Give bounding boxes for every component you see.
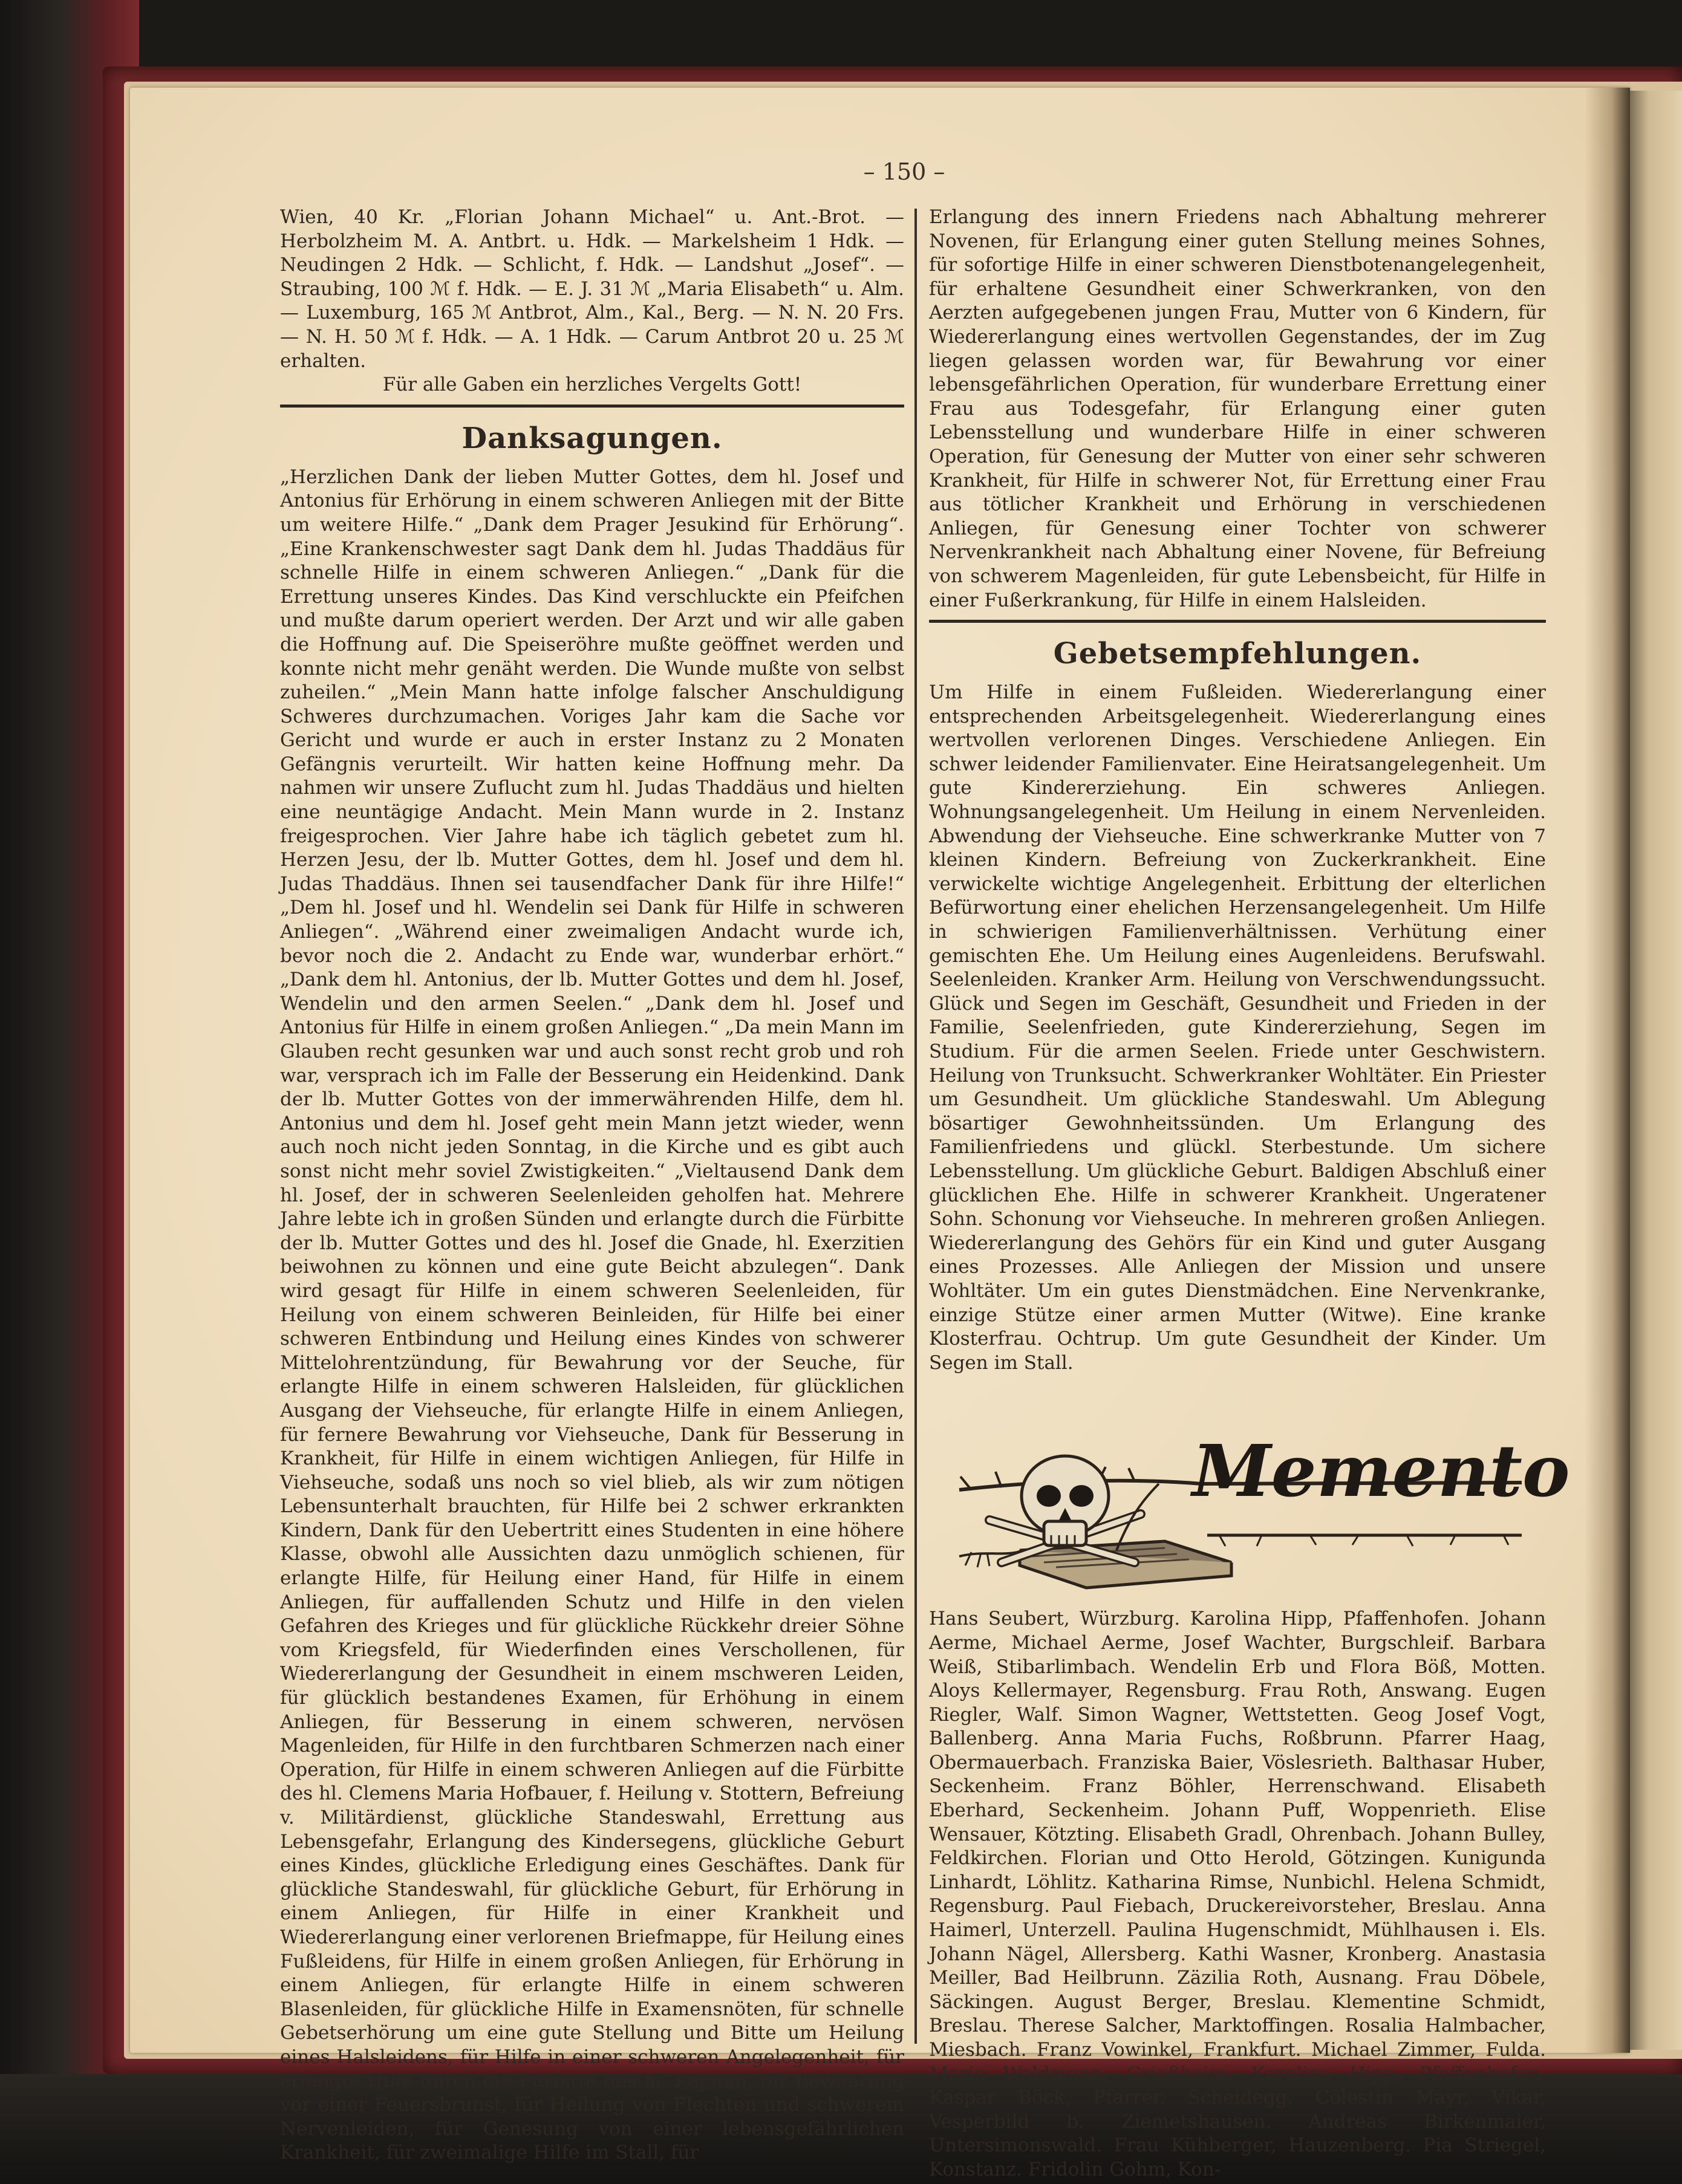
gebetsempfehlungen-text: Um Hilfe in einem Fußleiden. Wiedererlangung einer entsprechenden Arbeitsgelegenheit. Wiedererlangung eines wertvollen verlorenen Dinges. Verschiedene Anliegen. Ein schwer leidender Familienvater. Eine Heiratsangelegenheit. Um gute Kindererziehung. Ein schweres Anliegen. Wohnungsangelegenheit. Um Heilung in einem Nervenleiden. Abwendung der Viehseuche. Eine schwerkranke Mutter von 7 kleinen Kindern. Befreiung von Zuckerkrankheit. Eine verwickelte wichtige Angelegenheit. Erbittung der elterlichen Befürwortung einer ehelichen Herzensangelegenheit. Um Hilfe in schwierigen Familienverhältnissen. Verhütung einer gemischten Ehe. Um Heilung eines Augenleidens. Berufswahl. Seelenleiden. Kranker Arm. Heilung von Verschwendungssucht. Glück und Segen im Geschäft, Gesundheit und Frieden in der Familie, Seelenfrieden, gute Kindererziehung, Segen im Studium. Für die armen Seelen. Friede unter Geschwistern. Heilung von Trunksucht. Schwerkranker Wohltäter. Ein Priester um Gesundheit. Um glückliche Standeswahl. Um Ablegung bösartiger Gewohnheitssünden. Um Erlangung des Familienfriedens und glückl. Sterbestunde. Um sichere Lebensstellung. Um glückliche Geburt. Baldigen Abschluß einer glücklichen Ehe. Hilfe in schwerer Krankheit. Ungeratener Sohn. Schonung vor Viehseuche. In mehreren großen Anliegen. Wiedererlangung des Gehörs für ein Kind und guter Ausgang eines Prozesses. Alle Anliegen der Mission und unsere Wohltäter. Um ein gutes Dienstmädchen. Eine Nervenkranke, einzige Stütze einer armen Mutter (Witwe). Eine kranke Klosterfrau. Ochtrup. Um gute Gesundheit der Kinder. Um Segen im Stall. <box>929 681 1546 1374</box>
page-gutter-shadow <box>1585 88 1630 2053</box>
section-rule <box>929 620 1546 623</box>
column-divider <box>914 209 917 2044</box>
memento-names-text: Hans Seubert, Würzburg. Karolina Hipp, Pfaffenhofen. Johann Aerme, Michael Aerme, Josef Wachter, Burgschleif. Barbara Weiß, Stibarlimbach. Wendelin Erb und Flora Böß, Motten. Aloys Kellermayer, Regensburg. Frau Roth, Answang. Eugen Riegler, Walf. Simon Wagner, Wettstetten. Geog Josef Vogt, Ballenberg. Anna Maria Fuchs, Roßbrunn. Pfarrer Haag, Obermauerbach. Franziska Baier, Vöslesrieth. Balthasar Huber, Seckenheim. Franz Böhler, Herrenschwand. Elisabeth Eberhard, Seckenheim. Johann Puff, Woppenrieth. Elise Wensauer, Kötzting. Elisabeth Gradl, Ohrenbach. Johann Bulley, Feldkirchen. Florian und Otto Herold, Götzingen. Kunigunda Linhardt, Löhlitz. Katharina Rimse, Nunbichl. Helena Schmidt, Regensburg. Paul Fiebach, Druckereivorsteher, Breslau. Anna Haimerl, Unterzell. Paulina Hugenschmidt, Mühlhausen i. Els. Johann Nägel, Allersberg. Kathi Wasner, Kronberg. Anastasia Meiller, Bad Heilbrunn. Zäzilia Roth, Ausnang. Frau Döbele, Säckingen. August Berger, Breslau. Klementine Schmidt, Breslau. Therese Salcher, Marktoffingen. Rosalia Halmbacher, Miesbach. Franz Vowinkel, Frankfurt. Michael Zimmer, Fulda. Maria Waldmann, Grießheim. Karolina Hipp, Pfaffenhofen. Kaspar Böck, Pfarrer, Scheidegg. Cölestin Mayr, Vikar, Vesperbild b. Ziemetshausen. Andreas Birkenmaier, Untersimonswald. Frau Kühberger, Hauzenberg. Pia Striegel, Konstanz. Fridolin Gohm, Kon- <box>929 1608 1546 2180</box>
memento-title: Memento <box>1192 1429 1570 1513</box>
facing-page-edge <box>1630 91 1682 2050</box>
left-column <box>280 206 904 2165</box>
danksagungen-text: „Herzlichen Dank der lieben Mutter Gottes, dem hl. Josef und Antonius für Erhörung in einem schweren Anliegen mit der Bitte um weitere Hilfe.“ „Dank dem Prager Jesukind für Erhörung“. „Eine Krankenschwester sagt Dank dem hl. Judas Thaddäus für schnelle Hilfe in einem schweren Anliegen.“ „Dank für die Errettung unseres Kindes. Das Kind verschluckte ein Pfeifchen und mußte darum operiert werden. Der Arzt und wir alle gaben die Hoffnung auf. Die Speiseröhre mußte geöffnet werden und konnte nicht mehr genäht werden. Die Wunde mußte von selbst zuheilen.“ „Mein Mann hatte infolge falscher Anschuldigung Schweres durchzumachen. Voriges Jahr kam die Sache vor Gericht und wurde er auch in erster Instanz zu 2 Monaten Gefängnis verurteilt. Wir hatten keine Hoffnung mehr. Da nahmen wir unsere Zuflucht zum hl. Judas Thaddäus und hielten eine neuntägige Andacht. Mein Mann wurde in 2. Instanz freigesprochen. Vier Jahre habe ich täglich gebetet zum hl. Herzen Jesu, der lb. Mutter Gottes, dem hl. Josef und dem hl. Judas Thaddäus. Ihnen sei tausendfacher Dank für ihre Hilfe!“ „Dem hl. Josef und hl. Wendelin sei Dank für Hilfe in schweren Anliegen“. „Während einer zweimaligen Andacht wurde ich, bevor noch die 2. Andacht zu Ende war, wunderbar erhört.“ „Dank dem hl. Antonius, der lb. Mutter Gottes und dem hl. Josef, Wendelin und den armen Seelen.“ „Dank dem hl. Josef und Antonius für Hilfe in einem großen Anliegen.“ „Da mein Mann im Glauben recht gesunken war und auch sonst recht grob und roh war, versprach ich im Falle der Besserung ein Heidenkind. Dank der lb. Mutter Gottes von der immerwährenden Hilfe, dem hl. Antonius und dem hl. Josef geht mein Mann jetzt wieder, wenn auch noch nicht jeden Sonntag, in die Kirche und es gibt auch sonst nicht mehr soviel Zwistigkeiten.“ „Vieltausend Dank dem hl. Josef, der in schweren Seelenleiden geholfen hat. Mehrere Jahre lebte ich in großen Sünden und erlangte durch die Fürbitte der lb. Mutter Gottes und des hl. Josef die Gnade, hl. Exerzitien beiwohnen zu können und eine gute Beicht abzulegen“. Dank wird gesagt für Hilfe in einem schweren Seelenleiden, für Heilung von einem schweren Beinleiden, für Hilfe bei einer schweren Entbindung und Heilung eines Kindes von schwerer Mittelohrentzündung, für Bewahrung vor der Seuche, für erlangte Hilfe in einem schweren Halsleiden, für glücklichen Ausgang der Viehseuche, für erlangte Hilfe in einem Anliegen, für fernere Bewahrung vor Viehseuche, Dank für Besserung in Krankheit, für Hilfe in einem wichtigen Anliegen, für Hilfe in Viehseuche, sodaß uns noch so viel blieb, als wir zum nötigen Lebensunterhalt brauchten, für Hilfe bei 2 schwer erkrankten Kindern, Dank für den Uebertritt eines Studenten in eine höhere Klasse, obwohl alle Aussichten dazu unmöglich schienen, für erlangte Hilfe, für Heilung einer Hand, für Hilfe in einem Anliegen, für auffallenden Schutz und Hilfe in den vielen Gefahren des Krieges und für glückliche Rückkehr dreier Söhne vom Kriegsfeld, für Wiederfinden eines Verschollenen, für Wiedererlangung der Gesundheit in einem mschweren Leiden, für glücklich bestandenes Examen, für Erhöhung in einem Anliegen, für Besserung in einem schweren, nervösen Magenleiden, für Hilfe in den furchtbaren Schmerzen nach einer Operation, für Hilfe in einem schweren Anliegen auf die Fürbitte des hl. Clemens Maria Hofbauer, f. Heilung v. Stottern, Befreiung v. Militärdienst, glückliche Standeswahl, Errettung aus Lebensgefahr, Erlangung des Kindersegens, glückliche Geburt eines Kindes, glückliche Erledigung eines Geschäftes. Dank für glückliche Standeswahl, für glückliche Geburt, für Erhörung in einem Anliegen, für Hilfe in einer Krankheit und Wiedererlangung einer verlorenen Briefmappe, für Heilung eines Fußleidens, für Hilfe in einem großen Anliegen, für Erhörung in einem Anliegen, für erlangte Hilfe in einem schweren Blasenleiden, für glückliche Hilfe in Examensnöten, für schnelle Gebetserhörung um eine gute Stellung und Bitte um Heilung eines Halsleidens, für Hilfe in einer schweren Angelegenheit, für erlangte Hilfe durch die Fürbitte des hl. Kajetan, für Bewahrung vor einer Feuersbrunst, für Heilung von Flechten und schwerem Nervenleiden, für Genesung von einer lebensgefährlichen Krankheit, für zweimalige Hilfe im Stall, für <box>280 466 904 2164</box>
right-column <box>929 206 1570 2182</box>
section-heading-danksagungen: Danksagungen. <box>461 421 723 455</box>
section-heading-gebetsempfehlungen: Gebetsempfehlungen. <box>1053 637 1422 671</box>
thanks-line: Für alle Gaben ein herzliches Vergelts Gott! <box>382 374 802 396</box>
memento-banner <box>947 1411 1570 1593</box>
page-number: – 150 – <box>863 158 945 185</box>
continuation-text: Erlangung des innern Friedens nach Abhaltung mehrerer Novenen, für Erlangung einer guten Stellung meines Sohnes, für sofortige Hilfe in einer schweren Dienstbotenangelegenheit, für erhaltene Gesundheit einer Schwerkranken, von den Aerzten aufgegebenen jungen Frau, Mutter von 6 Kindern, für Wiedererlangung eines wertvollen Gegenstandes, der im Zug liegen gelassen worden war, für Bewahrung vor einer lebensgefährlichen Operation, für wunderbare Errettung einer Frau aus Todesgefahr, für Erlangung einer guten Lebensstellung und wunderbare Hilfe in einer schweren Operation, für Genesung der Mutter von einer sehr schweren Krankheit, für Hilfe in schwerer Not, für Errettung einer Frau aus tötlicher Krankheit und Erhörung in verschiedenen Anliegen, für Genesung einer Tochter von schwerer Nervenkrankheit nach Abhaltung einer Novene, für Befreiung von schwerem Magenleiden, für gute Lebensbeicht, für Hilfe in einer Fußerkrankung, für Hilfe in einem Halsleiden. <box>929 206 1546 611</box>
section-rule <box>280 405 904 408</box>
donation-list: Wien, 40 Kr. „Florian Johann Michael“ u. Ant.-Brot. — Herbolzheim M. A. Antbrt. u. Hdk. — Markelsheim 1 Hdk. — Neudingen 2 Hdk. — Schlicht, f. Hdk. — Landshut „Josef“. — Straubing, 100 ℳ f. Hdk. — E. J. 31 ℳ „Maria Elisabeth“ u. Alm. — Luxemburg, 165 ℳ Antbrot, Alm., Kal., Berg. — N. N. 20 Frs. — N. H. 50 ℳ f. Hdk. — A. 1 Hdk. — Carum Antbrot 20 u. 25 ℳ erhalten. <box>280 206 904 372</box>
